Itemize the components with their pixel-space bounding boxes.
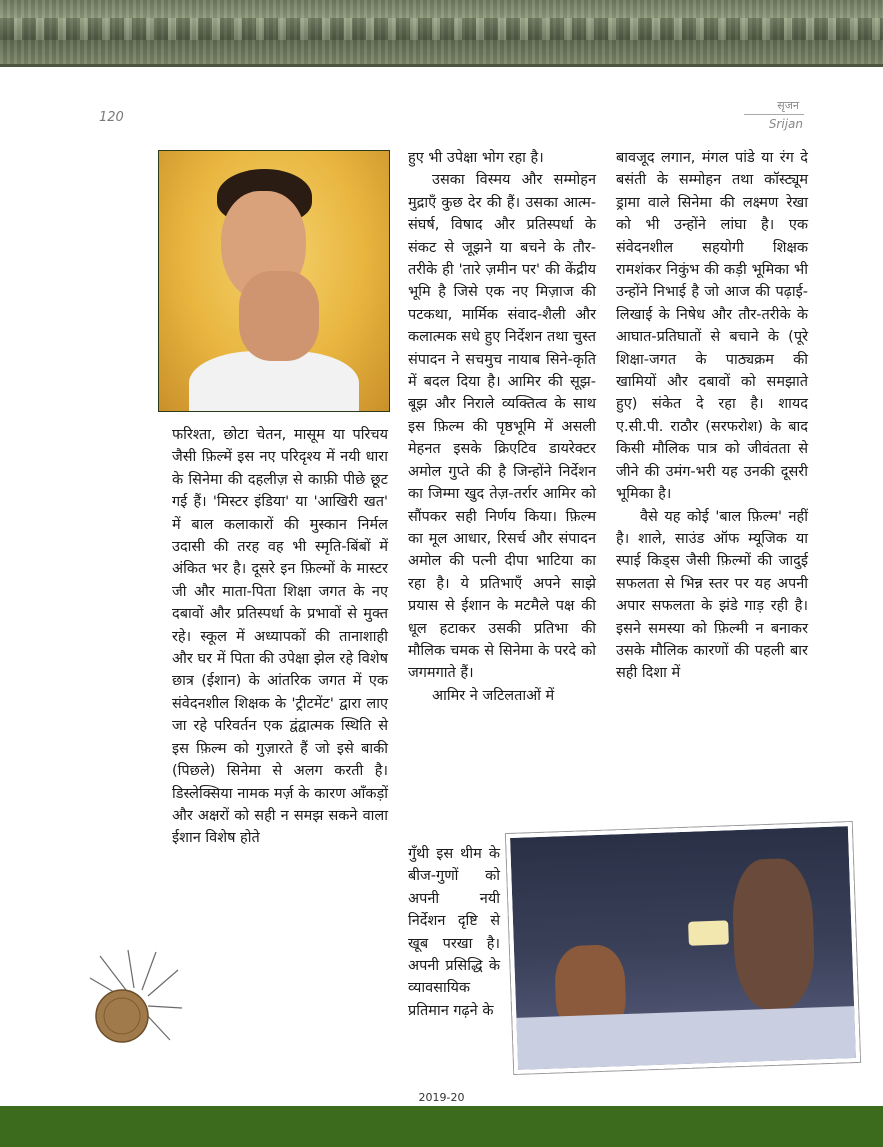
text-column-2-continued bbox=[408, 843, 500, 1022]
page-number: 120 bbox=[99, 110, 124, 125]
section-title-hindi: सृजन bbox=[777, 99, 799, 112]
decorative-top-banner bbox=[0, 0, 883, 67]
text-column-3 bbox=[616, 147, 808, 685]
paragraph: बावजूद लगान, मंगल पांडे या रंग दे बसंती के सम्मोहन तथा कॉस्ट्यूम ड्रामा वाले सिनेमा की लक्ष्मण रेखा को भी उन्होंने लांघा है। एक संवेदनशील सहयोगी शिक्षक रामशंकर निकुंभ की कड़ी भूमिका भी उन्होंने निभाई है जो आज की पढ़ाई-लिखाई के निषेध और तौर-तरीके के आघात-प्रतिघातों से बचाने के (पूरे शिक्षा-जगत के पाठ्यक्रम की खामियों और दबावों को समझाते हुए) संकेत दे रहा है। शायद ए.सी.पी. राठौर (सरफरोश) के बाद किसी मौलिक पात्र को जीवंतता से जीने की उमंग-भरी यह उनकी दूसरी भूमिका है। bbox=[616, 150, 808, 503]
paragraph: फरिश्ता, छोटा चेतन, मासूम या परिचय जैसी फ़िल्में इस नए परिदृश्य में नयी धारा के सिनेमा की दहलीज़ से काफ़ी पीछे छूट गई हैं। 'मिस्टर इंडिया' या 'आखिरी खत' में बाल कलाकारों की मुस्कान निर्मल उदासी की तरह वह भी स्मृति-बिंबों में अंकित भर है। दूसरे इन फ़िल्मों के मास्टर जी और माता-पिता शिक्षा जगत के नए दबावों और प्रतिस्पर्धा के प्रभावों से मुक्त रहे। स्कूल में अध्यापकों की तानाशाही और घर में पिता की उपेक्षा झेल रहे विशेष छात्र (ईशान) के आंतरिक जगत में एक संवेदनशील शिक्षक के 'ट्रीटमेंट' द्वारा लाए जा रहे परिवर्तन एक द्वंद्वात्मक स्थिति से इस फ़िल्म को गुज़ारते हैं जो इसे बाकी (पिछले) सिनेमा से अलग करती है। डिस्लेक्सिया नामक मर्ज़ के कारण आँकड़ों और अक्षरों को सही न समझ सकने वाला ईशान विशेष होते bbox=[172, 427, 388, 847]
text-column-2 bbox=[408, 147, 596, 707]
bed bbox=[516, 1006, 856, 1070]
banner-pattern bbox=[0, 18, 883, 40]
paragraph: गुँथी इस थीम के बीज-गुणों को अपनी नयी निर्देशन दृष्टि से खूब परखा है। अपनी प्रसिद्धि के व्यावसायिक प्रतिमान गढ़ने के bbox=[408, 846, 500, 1019]
text-column-1 bbox=[172, 424, 388, 850]
footer-bar bbox=[0, 1106, 883, 1147]
section-title-english: Srijan bbox=[768, 117, 803, 131]
paragraph: आमिर ने जटिलताओं में bbox=[432, 687, 555, 704]
older-boy bbox=[731, 857, 816, 1010]
boy-hands bbox=[239, 271, 319, 361]
desk-lamp bbox=[688, 920, 729, 945]
paragraph: उसका विस्मय और सम्मोहन मुद्राएँ कुछ देर की हैं। उसका आत्म-संघर्ष, विषाद और प्रतिस्पर्धा के संकट से जूझने या बचने के तौर-तरीके ही 'तारे ज़मीन पर' की केंद्रीय भूमि है जिसे एक नए मिज़ाज की पटकथा, मार्मिक संवाद-शैली और कलात्मक सधे हुए निर्देशन तथा चुस्त संपादन ने सचमुच नायाब सिने-कृति में बदल दिया है। आमिर की सूझ-बूझ और निराले व्यक्तित्व के साथ इस फ़िल्म की पृष्ठभूमि में असली मेहनत इसके क्रिएटिव डायरेक्टर अमोल गुप्ते की है जिन्होंने निर्देशन का जिम्मा खुद तेज़-तर्रार आमिर को सौंपकर सही निर्णय किया। फ़िल्म का मूल आधार, रिसर्च और संपादन अमोल की पत्नी दीपा भाटिया का रहा है। ये प्रतिभाएँ अपने साझे प्रयास से ईशान के मटमैले पक्ष की धूल हटाकर उसकी प्रतिभा की मौलिक चमक से सिनेमा के परदे को जगमगाते हैं। bbox=[408, 172, 596, 682]
two-boys-bedroom-photo bbox=[506, 822, 860, 1074]
boy-smiling-photo bbox=[158, 150, 390, 412]
section-divider bbox=[744, 114, 804, 115]
footer-year: 2019-20 bbox=[418, 1091, 465, 1104]
paragraph: वैसे यह कोई 'बाल फ़िल्म' नहीं है। शाले, साउंड ऑफ म्यूजिक या स्पाई किड्स जैसी फ़िल्मों की जादुई सफलता से भिन्न स्तर पर यह अपनी अपार सफलता के झंडे गाड़ रही है। इसने समस्या को फ़िल्मी न बनाकर उसके मौलिक कारणों की पहली बार सही दिशा में bbox=[616, 508, 808, 682]
paragraph: हुए भी उपेक्षा भोग रहा है। bbox=[408, 150, 544, 166]
sun-emblem-icon bbox=[86, 948, 186, 1048]
